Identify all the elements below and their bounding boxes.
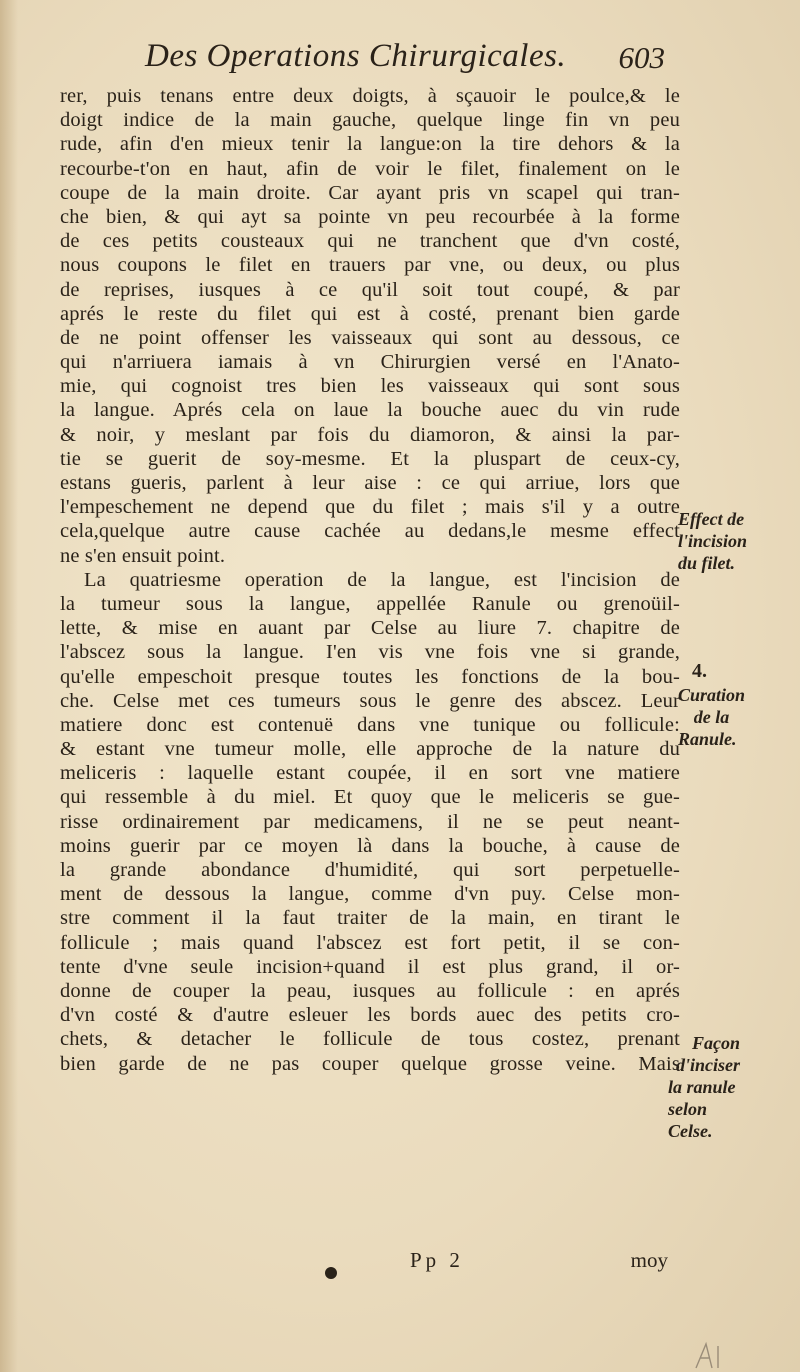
- text-line: de reprises, iusques à ce qu'il soit tout coupé, & par: [60, 278, 680, 301]
- margin-note-line: Ranule.: [678, 729, 737, 749]
- text-line: chets, & detacher le follicule de tous costez, prenant: [60, 1028, 680, 1051]
- text-line: che. Celse met ces tumeurs sous le genre des abscez. Leur: [60, 689, 680, 712]
- margin-note-line: de la: [693, 707, 730, 727]
- text-line: la tumeur sous la langue, appellée Ranule ou grenoüil-: [60, 592, 680, 615]
- margin-note-line: du filet.: [678, 553, 735, 573]
- body-text: [60, 84, 680, 1076]
- margin-note-line: Effect de: [678, 509, 745, 529]
- text-line: che bien, & qui ayt sa pointe vn peu recourbée à la forme: [60, 205, 680, 228]
- margin-note-curation: [678, 684, 745, 750]
- running-title: Des Operations Chirurgicales.: [145, 38, 567, 74]
- text-line: tie se guerit de soy-mesme. Et la pluspart de ceux-cy,: [60, 447, 680, 470]
- text-line: & estant vne tumeur molle, elle approche de la nature du: [60, 738, 680, 761]
- catchword: moy: [630, 1248, 668, 1272]
- text-line: coupe de la main droite. Car ayant pris vn scapel qui tran-: [60, 181, 680, 204]
- pencil-mark: [690, 1340, 730, 1370]
- text-line: la grande abondance d'humidité, qui sort perpetuelle-: [60, 859, 680, 881]
- text-line: recourbe-t'on en haut, afin de voir le filet, finalement on le: [60, 157, 680, 180]
- text-line: rer, puis tenans entre deux doigts, à sçauoir le poulce,& le: [60, 85, 680, 107]
- text-line: l'abscez sous la langue. I'en vis vne fois vne si grande,: [60, 641, 680, 664]
- text-line: rude, afin d'en mieux tenir la langue:on la tire dehors & la: [60, 133, 680, 156]
- margin-note-line: Curation: [678, 685, 746, 705]
- margin-note-line: Façon: [692, 1033, 741, 1053]
- text-line: qui ressemble à du miel. Et quoy que le meliceris se gue-: [60, 786, 680, 809]
- text-line: nous coupons le filet en trauers par vne, ou deux, ou plus: [60, 254, 680, 277]
- text-line: lette, & mise en auant par Celse au liure 7. chapitre de: [60, 617, 680, 640]
- page-number: 603: [618, 40, 665, 75]
- margin-note-facon: [668, 1032, 740, 1142]
- text-line: qui n'arriuera iamais à vn Chirurgien versé en l'Anato-: [60, 351, 680, 374]
- text-line: aprés le reste du filet qui est à costé, prenant bien garde: [60, 302, 680, 325]
- text-line: de ces petits cousteaux qui ne tranchent que d'vn costé,: [60, 230, 680, 253]
- text-line: mie, qui cognoist tres bien les vaisseaux qui sont sous: [60, 375, 680, 398]
- text-line: meliceris : laquelle estant coupée, il en sort vne matiere: [60, 762, 680, 785]
- text-line: La quatriesme operation de la langue, est l'incision de: [84, 568, 680, 591]
- text-line: qu'elle empeschoit presque toutes les fonctions de la bou-: [60, 665, 680, 688]
- text-line: ne s'en ensuit point.: [60, 544, 226, 567]
- text-line: de ne point offenser les vaisseaux qui sont au dessous, ce: [60, 326, 680, 349]
- margin-note-line: l'incision: [678, 531, 748, 551]
- margin-note-line: d'inciser: [676, 1055, 741, 1075]
- text-line: & noir, y meslant par fois du diamoron, & ainsi la par-: [60, 423, 680, 446]
- page-footer: [60, 1248, 680, 1278]
- ink-blot: [325, 1267, 337, 1279]
- text-line: la langue. Aprés cela on laue la bouche auec du vin rude: [60, 399, 680, 422]
- text-line: matiere donc est contenuë dans vne tunique ou follicule:: [60, 713, 680, 736]
- text-line: risse ordinairement par medicamens, il ne se peut neant-: [60, 810, 680, 833]
- page-header: [145, 38, 665, 86]
- margin-note-number: 4.: [692, 660, 707, 682]
- margin-note-line: Celse.: [668, 1121, 713, 1141]
- signature-mark: Pp 2: [410, 1248, 464, 1272]
- margin-note-effect: [678, 508, 747, 574]
- text-line: doigt indice de la main gauche, quelque linge fin vn peu: [60, 109, 680, 132]
- text-line: stre comment il la faut traiter de la main, en tirant le: [60, 907, 680, 930]
- text-line: estans gueris, parlent à leur aise : ce qui arriue, lors que: [60, 472, 680, 494]
- text-line: bien garde de ne pas couper quelque grosse veine. Mais: [60, 1052, 680, 1075]
- text-line: ment de dessous la langue, comme d'vn puy. Celse mon-: [60, 883, 680, 906]
- text-line: moins guerir par ce moyen là dans la bouche, à cause de: [60, 834, 680, 857]
- text-line: l'empeschement ne depend que du filet ; mais s'il y a outre: [60, 496, 680, 519]
- text-line: tente d'vne seule incision+quand il est plus grand, il or-: [60, 955, 680, 978]
- text-line: cela,quelque autre cause cachée au dedans,le mesme effect: [60, 520, 680, 543]
- margin-note-line: la ranule: [668, 1077, 736, 1097]
- text-line: follicule ; mais quand l'abscez est fort petit, il se con-: [60, 931, 680, 954]
- text-line: donne de couper la peau, iusques au follicule : en aprés: [60, 979, 680, 1002]
- text-line: d'vn costé & d'autre esleuer les bords auec des petits cro-: [60, 1004, 680, 1027]
- margin-note-line: selon: [668, 1099, 708, 1119]
